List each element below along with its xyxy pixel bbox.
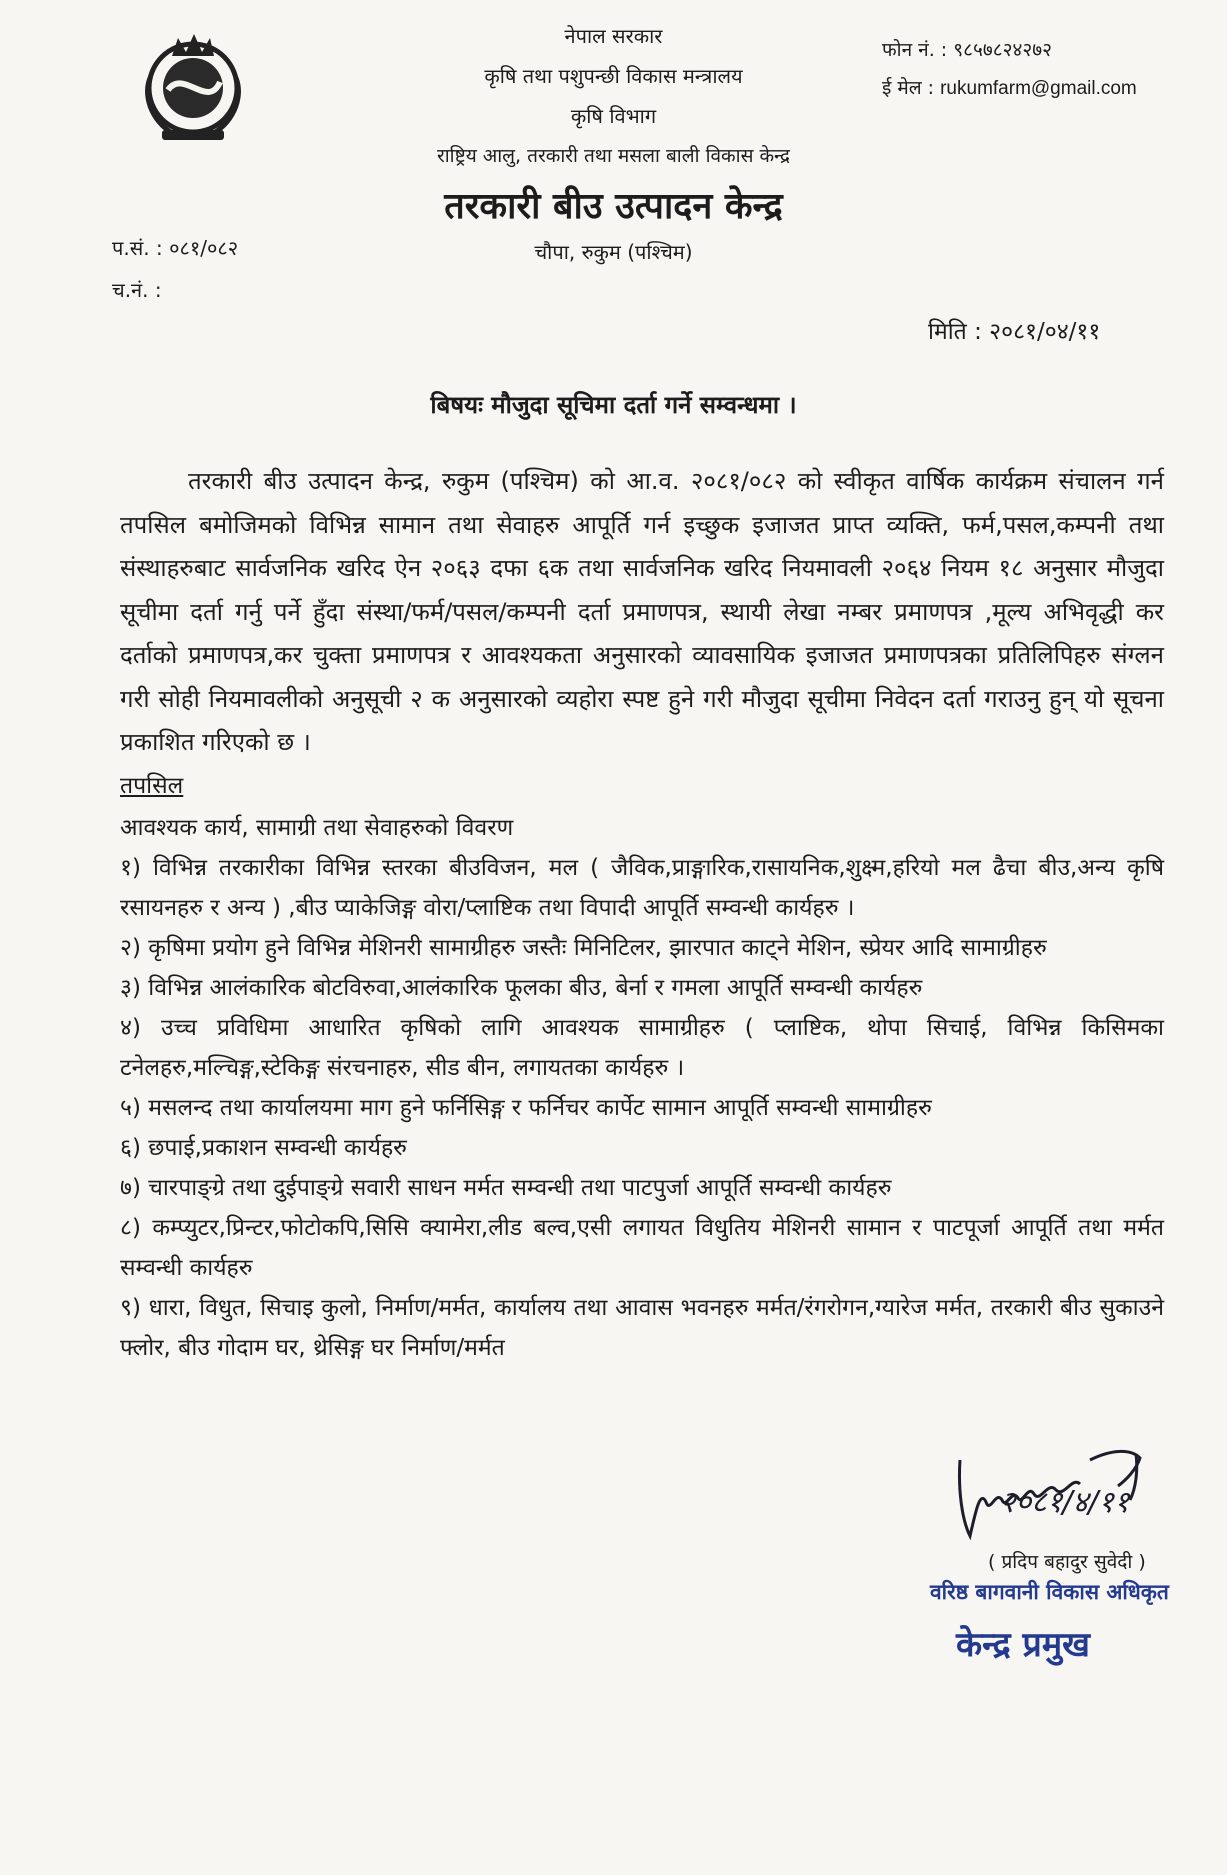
schedule-subheading: आवश्यक कार्य, सामाग्री तथा सेवाहरुको विवरण xyxy=(120,815,514,841)
email-label: ई मेल : xyxy=(882,77,935,99)
list-item: ४) उच्च प्रविधिमा आधारित कृषिको लागि आवश्यक सामाग्रीहरु ( प्लाष्टिक, थोपा सिचाई, विभिन्न किसिमका टनेलहरु,मल्चिङ्ग,स्टेकिङ्ग संरचनाहरु, सीड बीन, लगायतका कार्यहरु । xyxy=(120,1015,1164,1081)
government-name: नेपाल सरकार xyxy=(564,24,663,48)
office-name: तरकारी बीउ उत्पादन केन्द्र xyxy=(444,186,783,227)
list-item: ६) छपाई,प्रकाशन सम्वन्धी कार्यहरु xyxy=(120,1135,407,1161)
phone-label: फोन नं. : xyxy=(882,39,948,61)
office-head-stamp: केन्द्र प्रमुख xyxy=(956,1625,1090,1665)
ministry-name: कृषि तथा पशुपन्छी विकास मन्त्रालय xyxy=(484,64,743,88)
chalani-label: च.नं. : xyxy=(112,278,162,302)
signature-date: २०८१/४/११ xyxy=(1000,1485,1130,1520)
program-name: राष्ट्रिय आलु, तरकारी तथा मसला बाली विकास केन्द्र xyxy=(436,145,791,167)
list-item: ९) धारा, विधुत, सिचाइ कुलो, निर्माण/मर्मत, कार्यालय तथा आवास भवनहरु मर्मत/रंगरोगन,ग्यारेज मर्मत, तरकारी बीउ सुकाउने फ्लोर, बीउ गोदाम घर, थ्रेसिङ्ग घर निर्माण/मर्मत xyxy=(120,1295,1164,1361)
list-item: ३) विभिन्न आलंकारिक बोटविरुवा,आलंकारिक फूलका बीउ, बेर्ना र गमला आपूर्ति सम्वन्धी कार्यहरु xyxy=(120,975,923,1001)
patra-label: प.सं. : xyxy=(112,236,163,260)
list-item: ८) कम्प्युटर,प्रिन्टर,फोटोकपि,सिसि क्यामेरा,लीड बल्व,एसी लगायत विधुतिय मेशिनरी सामान र पाटपूर्जा आपूर्ति तथा मर्मत सम्वन्धी कार्यहरु xyxy=(120,1215,1164,1281)
chalani-number xyxy=(112,276,162,303)
body-paragraph: तरकारी बीउ उत्पादन केन्द्र, रुकुम (पश्चिम) को आ.व. २०८१/०८२ को स्वीकृत वार्षिक कार्यक्रम संचालन गर्न तपसिल बमोजिमको विभिन्न सामान तथा सेवाहरु आपूर्ति गर्न इच्छुक इजाजत प्राप्त व्यक्ति, फर्म,पसल,कम्पनी तथा संस्थाहरुबाट सार्वजनिक खरिद ऐन २०६३ दफा ६क तथा सार्वजनिक खरिद नियमावली २०६४ नियम १८ अनुसार मौजुदा सूचीमा दर्ता गर्नु पर्ने हुँदा संस्था/फर्म/पसल/कम्पनी दर्ता प्रमाणपत्र, स्थायी लेखा नम्बर प्रमाणपत्र ,मूल्य अभिवृद्धी कर दर्ताको प्रमाणपत्र,कर चुक्ता प्रमाणपत्र र आवश्यकता अनुसारको व्यावसायिक इजाजत प्रमाणपत्रका प्रतिलिपिहरु संग्लन गरी सोही नियमावलीको अनुसूची २ क अनुसारको व्यहोरा स्पष्ट हुने गरी मौजुदा सूचीमा निवेदन दर्ता गराउनु हुन् यो सूचना प्रकाशित गरिएको छ । xyxy=(120,467,1164,756)
patra-value: ०८१/०८२ xyxy=(169,236,239,260)
date-label: मिति : xyxy=(928,319,982,345)
department-name: कृषि विभाग xyxy=(570,104,657,128)
email-address: rukumfarm@gmail.com xyxy=(940,78,1137,99)
phone-number: ९८५७८२४२७२ xyxy=(953,39,1053,61)
patra-sankhya xyxy=(112,234,238,261)
phone-line xyxy=(882,36,1052,62)
list-item: २) कृषिमा प्रयोग हुने विभिन्न मेशिनरी सामाग्रीहरु जस्तैः मिनिटिलर, झारपात काट्ने मेशिन, स्प्रेयर आदि सामाग्रीहरु xyxy=(120,935,1047,961)
date-value: २०८१/०४/११ xyxy=(989,319,1101,345)
subject-line: बिषयः मौजुदा सूचिमा दर्ता गर्ने सम्वन्धमा । xyxy=(430,391,797,419)
email-line xyxy=(882,74,1137,100)
signatory-name: ( प्रदिप बहादुर सुवेदी ) xyxy=(988,1551,1146,1573)
list-item: ७) चारपाङ्ग्रे तथा दुईपाङ्ग्रे सवारी साधन मर्मत सम्वन्धी तथा पाटपुर्जा आपूर्ति सम्वन्धी कार्यहरु xyxy=(120,1175,892,1201)
list-item: १) विभिन्न तरकारीका विभिन्न स्तरका बीउविजन, मल ( जैविक,प्राङ्गारिक,रासायनिक,शुक्ष्म,हरियो मल ढैचा बीउ,अन्य कृषि रसायनहरु र अन्य ) ,बीउ प्याकेजिङ्ग वोरा/प्लाष्टिक तथा विपादी आपूर्ति सम्वन्धी कार्यहरु । xyxy=(120,855,1164,921)
date-line xyxy=(928,314,1100,346)
list-item: ५) मसलन्द तथा कार्यालयमा माग हुने फर्निसिङ्ग र फर्निचर कार्पेट सामान आपूर्ति सम्वन्धी सामाग्रीहरु xyxy=(120,1095,932,1121)
schedule-heading: तपसिल xyxy=(120,773,184,799)
item-list xyxy=(120,848,1164,1368)
designation-stamp: वरिष्ठ बागवानी विकास अधिकृत xyxy=(930,1580,1169,1604)
office-location: चौपा, रुकुम (पश्चिम) xyxy=(534,240,693,264)
